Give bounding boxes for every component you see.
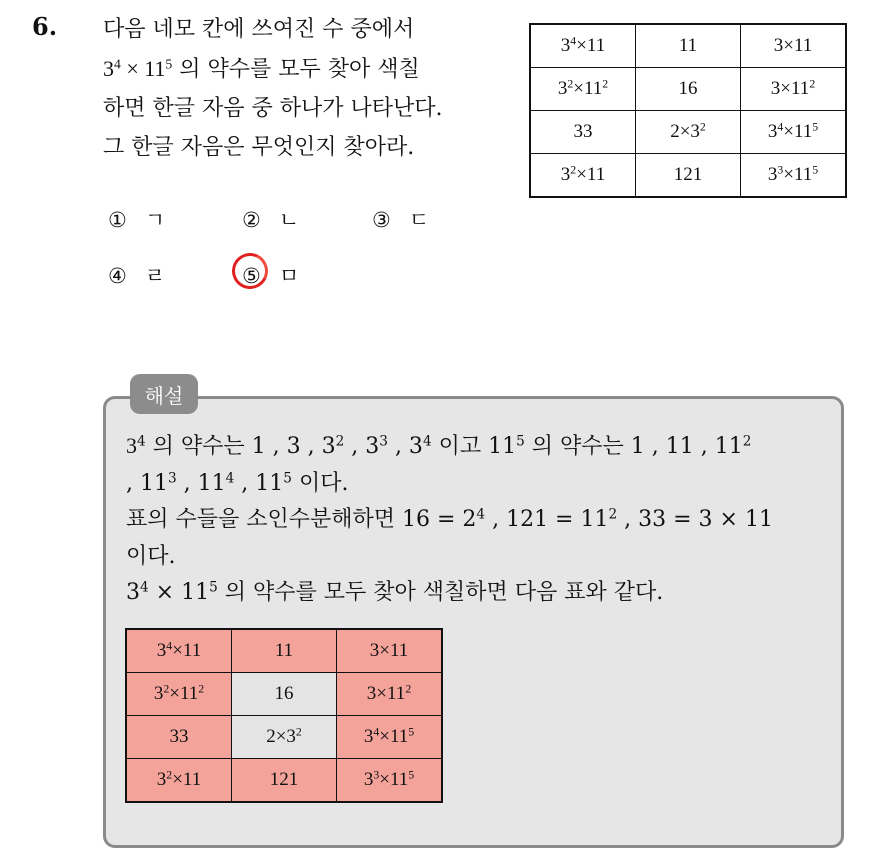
- solution-line-1: $3^4$ 의 약수는 1 , 3 , $3^2$ , $3^3$ , $3^4$ 이고 $11^5$ 의 약수는 1 , 11 , $11^2$: [126, 433, 752, 459]
- solution-grid-cell: 3×11: [337, 629, 443, 673]
- question-grid-cell: $3^2\times 11$: [530, 154, 636, 198]
- solution-grid-cell: $3^2\times 11^2$: [126, 673, 232, 716]
- question-grid-cell: $2\times 3^2$: [636, 111, 741, 154]
- solution-line-2: , $11^3$ , $11^4$ , $11^5$ 이다.: [126, 470, 349, 496]
- solution-line-4: 이다.: [126, 543, 176, 569]
- question-grid-row: [530, 68, 846, 111]
- solution-grid-row: [126, 673, 442, 716]
- question-grid-cell: $3^3\times 11^5$: [741, 154, 847, 198]
- solution-grid-cell: $3^4\times 11^5$: [337, 716, 443, 759]
- question-grid-cell: 3×11: [741, 24, 847, 68]
- solution-text: [126, 428, 836, 612]
- solution-grid-cell: 33: [126, 716, 232, 759]
- question-grid-row: [530, 111, 846, 154]
- choice-5[interactable]: ⑤ ㅁ: [242, 264, 300, 288]
- question-grid-row: [530, 154, 846, 198]
- solution-line-3: 표의 수들을 소인수분해하면 $16 = 2^4$ , $121 = 11^2$ , 33 = 3 × 11: [126, 506, 773, 532]
- question-grid-cell: $3\times 11^2$: [741, 68, 847, 111]
- choice-3[interactable]: ③ ㄷ: [372, 208, 430, 232]
- question-grid-cell: $3^4\times 11^5$: [741, 111, 847, 154]
- choice-1[interactable]: ① ㄱ: [108, 208, 166, 232]
- solution-line-5: $3^4 \times 11^5$ 의 약수를 모두 찾아 색칠하면 다음 표와 같다.: [126, 579, 664, 605]
- question-line-4: 그 한글 자음은 무엇인지 찾아라.: [103, 135, 415, 160]
- solution-grid-cell: $3^2\times 11$: [126, 759, 232, 803]
- solution-grid-row: [126, 759, 442, 803]
- question-grid-cell: 33: [530, 111, 636, 154]
- solution-grid-cell: $3^4\times 11$: [126, 629, 232, 673]
- question-grid-row: [530, 24, 846, 68]
- solution-tab: 해설: [130, 374, 198, 414]
- question-number: 6.: [32, 12, 58, 41]
- question-grid-cell: $3^2\times 11^2$: [530, 68, 636, 111]
- solution-grid-row: [126, 716, 442, 759]
- question-grid-cell: 16: [636, 68, 741, 111]
- solution-grid-cell: 121: [232, 759, 337, 803]
- solution-grid-cell: $3\times 11^2$: [337, 673, 443, 716]
- solution-grid-cell: 16: [232, 673, 337, 716]
- solution-grid-cell: $3^3\times 11^5$: [337, 759, 443, 803]
- question-line-1: 다음 네모 칸에 쓰여진 수 중에서: [103, 17, 415, 42]
- question-grid-cell: $3^4\times 11$: [530, 24, 636, 68]
- question-text: [103, 10, 513, 167]
- question-grid-cell: 121: [636, 154, 741, 198]
- solution-grid-cell: $2\times 3^2$: [232, 716, 337, 759]
- solution-grid-row: [126, 629, 442, 673]
- choice-4[interactable]: ④ ㄹ: [108, 264, 166, 288]
- question-grid-cell: 11: [636, 24, 741, 68]
- question-line-2: $3^4 \times 11^5$ 의 약수를 모두 찾아 색칠: [103, 56, 420, 82]
- choice-2[interactable]: ② ㄴ: [242, 208, 300, 232]
- solution-grid: [125, 628, 443, 803]
- solution-grid-cell: 11: [232, 629, 337, 673]
- question-grid: [529, 23, 847, 198]
- question-line-3: 하면 한글 자음 중 하나가 나타난다.: [103, 96, 443, 121]
